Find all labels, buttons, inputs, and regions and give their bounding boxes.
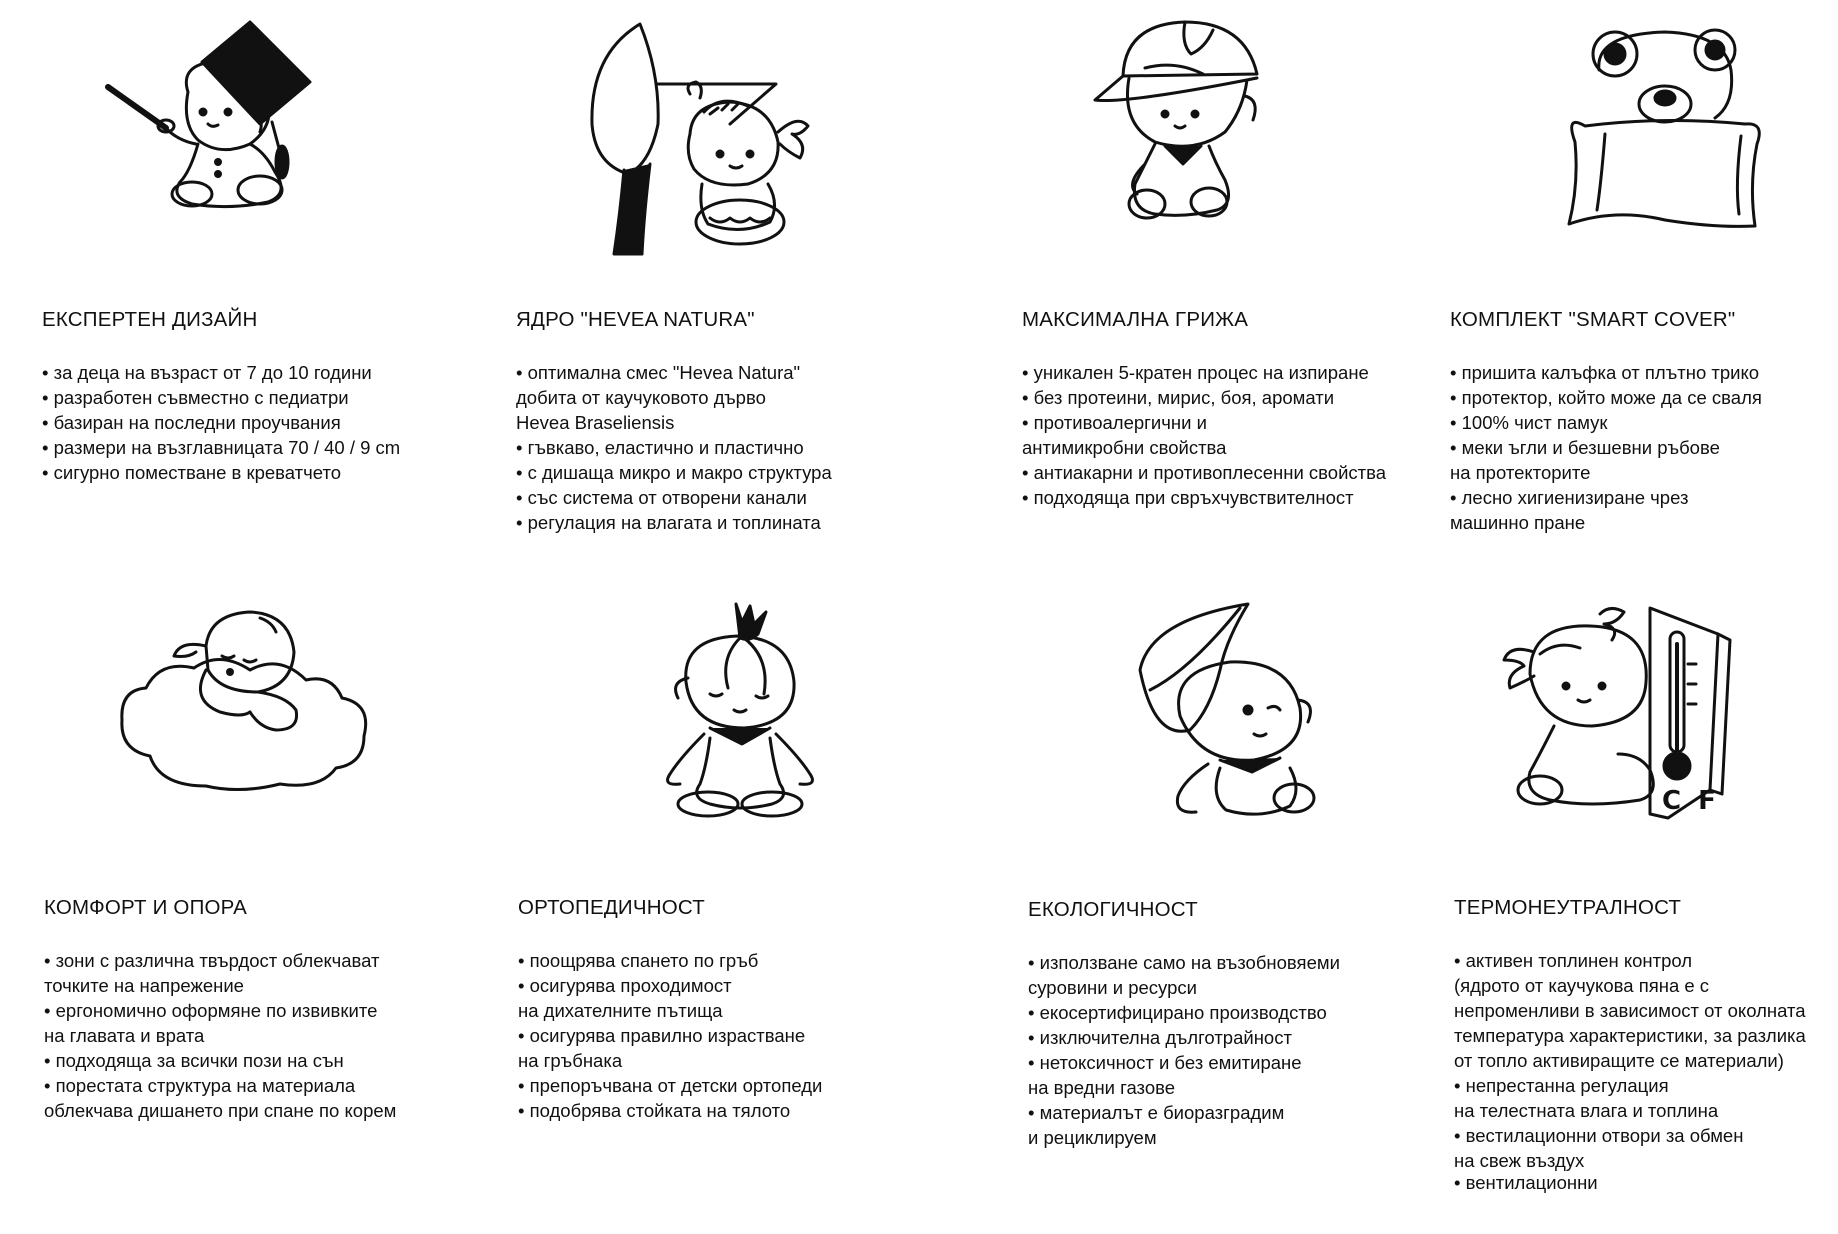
feature-line: • меки ъгли и безшевни ръбове [1450, 437, 1720, 458]
feature-line: на дихателните пътища [518, 1000, 723, 1021]
feature-line: • зони с различна твърдост облекчават [44, 950, 380, 971]
feature-line: • препоръчвана от детски ортопеди [518, 1075, 823, 1096]
tree-baby-icon [580, 14, 840, 259]
feature-line: • екосертифицирано производство [1028, 1002, 1327, 1023]
feature-line: непроменливи в зависимост от околната [1454, 1000, 1806, 1021]
feature-line: • ергономично оформяне по извивките [44, 1000, 378, 1021]
feature-line: • антиакарни и противоплесенни свойства [1022, 462, 1387, 483]
feature-title: ТЕРМОНЕУТРАЛНОСТ [1454, 896, 1682, 919]
feature-line: на вредни газове [1028, 1077, 1176, 1098]
feature-line: точките на напрежение [44, 975, 244, 996]
feature-line: Hevea Braseliensis [516, 412, 675, 433]
feature-line: (ядрото от каучукова пяна е с [1454, 975, 1710, 996]
feature-line: антимикробни свойства [1022, 437, 1227, 458]
feature-line: на главата и врата [44, 1025, 205, 1046]
feature-line: на гръбнака [518, 1050, 623, 1071]
feature-line: • подходяща за всички пози на сън [44, 1050, 344, 1071]
feature-max-care [1022, 308, 1442, 510]
feature-line: • 100% чист памук [1450, 412, 1608, 433]
feature-title: КОМФОРТ И ОПОРА [44, 896, 248, 919]
feature-line: и рециклируем [1028, 1127, 1157, 1148]
feature-line: • подходяща при свръхчувствителност [1022, 487, 1354, 508]
feature-title: КОМПЛЕКТ "SMART COVER" [1450, 308, 1736, 331]
feature-line: • вестилационни отвори за обмен [1454, 1125, 1744, 1146]
feature-line: • подобрява стойката на тялото [518, 1100, 791, 1121]
feature-line: • без протеини, мирис, боя, аромати [1022, 387, 1335, 408]
feature-line: • протектор, който може да се сваля [1450, 387, 1762, 408]
graduate-baby-icon [100, 12, 360, 242]
bear-pillow-icon [1555, 14, 1795, 254]
feature-line: • изключителна дълготрайност [1028, 1027, 1292, 1048]
feature-line: температура характеристики, за разлика [1454, 1025, 1806, 1046]
feature-line: • регулация на влагата и топлината [516, 512, 821, 533]
leaf-baby-icon [1130, 600, 1360, 825]
cloud-baby-icon [110, 600, 380, 800]
feature-line: • гъвкаво, еластично и пластично [516, 437, 804, 458]
feature-line: • вентилационни [1454, 1172, 1598, 1193]
feature-title: ОРТОПЕДИЧНОСТ [518, 896, 705, 919]
feature-title: МАКСИМАЛНА ГРИЖА [1022, 308, 1249, 331]
feature-line: облекчава дишането при спане по корем [44, 1100, 397, 1121]
feature-line: машинно пране [1450, 512, 1586, 533]
feature-line: • материалът е биоразградим [1028, 1102, 1285, 1123]
feature-line: • противоалергични и [1022, 412, 1207, 433]
feature-line: • с дишаща микро и макро структура [516, 462, 832, 483]
feature-thermoneutral [1454, 896, 1834, 1193]
feature-line: • използване само на възобновяеми [1028, 952, 1340, 973]
feature-expert-design [42, 308, 442, 485]
feature-line: • базиран на последни проучвания [42, 412, 341, 433]
feature-comfort-support [44, 896, 444, 1123]
feature-line: • осигурява правилно израстване [518, 1025, 806, 1046]
feature-line: от топло активиращите се материали) [1454, 1050, 1784, 1071]
feature-line: • осигурява проходимост [518, 975, 732, 996]
feature-line: • нетоксичност и без емитиране [1028, 1052, 1302, 1073]
feature-line: • лесно хигиенизиране чрез [1450, 487, 1689, 508]
feature-line: на протекторите [1450, 462, 1591, 483]
feature-title: ЕКСПЕРТЕН ДИЗАЙН [42, 308, 258, 331]
feature-ecology [1028, 898, 1428, 1150]
feature-line: суровини и ресурси [1028, 977, 1197, 998]
yoga-baby-icon [640, 598, 840, 833]
feature-line: • оптимална смес "Hevea Natura" [516, 362, 801, 383]
feature-core-hevea [516, 308, 916, 535]
feature-line: добита от каучуковото дърво [516, 387, 766, 408]
feature-line: • поощрява спането по гръб [518, 950, 759, 971]
feature-title: ЕКОЛОГИЧНОСТ [1028, 898, 1198, 921]
feature-line: • пришита калъфка от плътно трико [1450, 362, 1760, 383]
feature-line: • сигурно поместване в креватчето [42, 462, 341, 483]
feature-smart-cover [1450, 308, 1830, 535]
feature-line: на телестната влага и топлина [1454, 1100, 1719, 1121]
cap-baby-icon [1085, 14, 1325, 254]
thermometer-units: C F [1662, 786, 1720, 816]
feature-orthopedic [518, 896, 918, 1123]
feature-line: • със система от отворени канали [516, 487, 807, 508]
feature-line: на свеж въздух [1454, 1150, 1585, 1171]
feature-title: ЯДРО "HEVEA NATURA" [516, 308, 755, 331]
feature-line: • непрестанна регулация [1454, 1075, 1669, 1096]
feature-line: • разработен съвместно с педиатри [42, 387, 349, 408]
feature-line: • размери на възглавницата 70 / 40 / 9 cm [42, 437, 401, 458]
feature-line: • активен топлинен контрол [1454, 950, 1693, 971]
feature-line: • за деца на възраст от 7 до 10 години [42, 362, 372, 383]
thermometer-baby-icon [1500, 604, 1740, 834]
feature-line: • порестата структура на материала [44, 1075, 356, 1096]
feature-line: • уникален 5-кратен процес на изпиране [1022, 362, 1369, 383]
